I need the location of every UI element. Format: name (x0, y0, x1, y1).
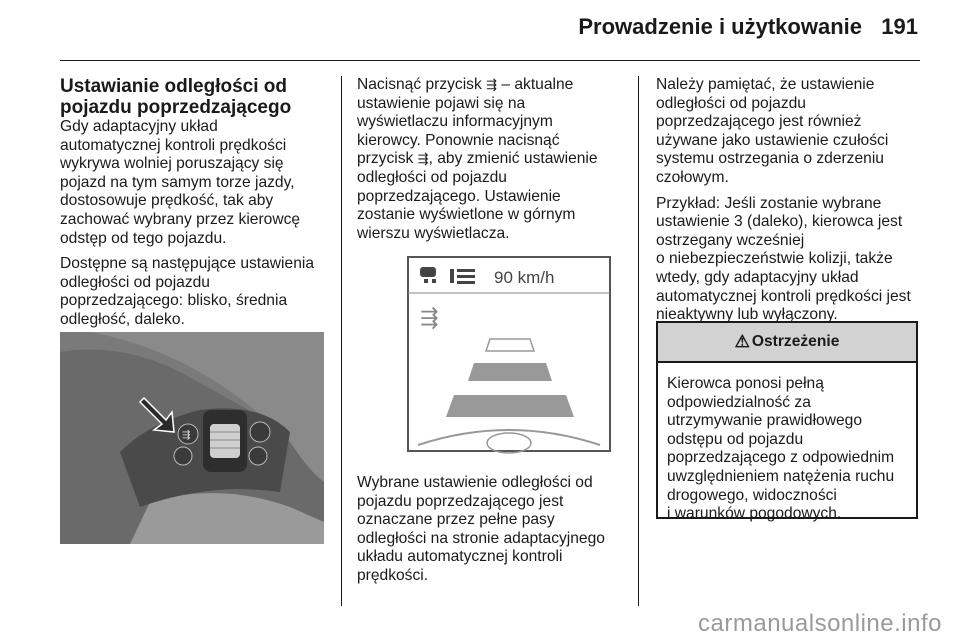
page-number: 191 (881, 14, 918, 39)
paragraph: Wybrane ustawienie odległości od pojazdu poprzedzającego jest oznaczane przez pełne pasy odległości na stronie adaptacyjnego układu automatycznej kontroli prędkości. (357, 474, 605, 584)
display-speed: 90 km/h (494, 268, 555, 287)
paragraph: Nacisnąć przycisk ⇶ – aktualne ustawienie pojawi się na wyświetlaczu informacyjnym kierowcy. Ponownie nacisnąć przycisk ⇶, aby zmienić ustawienie odległości od pojazdu poprzedzającego. Ustawienie zostanie wyświetlone w górnym wierszu wyświetlacza. (357, 76, 598, 242)
column-2 (357, 76, 627, 250)
page-header-title: Prowadzenie i użytkowanie (578, 14, 862, 39)
column-2-bottom (357, 474, 627, 593)
paragraph: Dostępne są następujące ustawienia odległości od pojazdu poprzedzającego: blisko, średnia odległość, daleko. (60, 255, 314, 328)
header-rule (60, 60, 920, 61)
watermark: carmanualsonline.info (698, 610, 942, 637)
section-heading: Ustawianie odległości od pojazdu poprzedzającego (60, 76, 292, 118)
distance-icon (450, 269, 475, 284)
driver-info-display (398, 247, 620, 461)
column-3 (656, 76, 922, 332)
warning-box (656, 321, 918, 523)
paragraph: Przykład: Jeśli zostanie wybrane ustawienie 3 (daleko), kierowca jest ostrzegany wcześniej o niebezpieczeństwie kolizji, także wtedy, gdy adaptacyjny układ automatycznej kontroli prędkości jest nieaktywny lub wyłączony. (656, 194, 911, 324)
column-divider (638, 76, 639, 606)
steering-wheel-figure (60, 332, 324, 544)
warning-triangle-icon: ⚠ (734, 332, 750, 351)
paragraph: Gdy adaptacyjny układ automatycznej kontroli prędkości wykrywa wolniej poruszający się pojazd na tym samym torze jazdy, dostosowuje prędkość, tak aby zachować wybrany przez kierowcę odstęp od tego pojazdu. (60, 118, 301, 247)
warning-title: Ostrzeżenie (751, 333, 840, 350)
warning-body: Kierowca ponosi pełną odpowiedzialność za utrzymywanie prawidłowego odstępu od pojazdu poprzedzającego z odpowiednim uwzględnieniem natężenia ruchu drogowego, widoczności i warunków pogodowych. (667, 375, 895, 523)
distance-setting-icon: ⇶ (486, 77, 498, 92)
paragraph: Należy pamiętać, że ustawienie odległości od pojazdu poprzedzającego jest również używane jako ustawienie czułości systemu ostrzegania o zderzeniu czołowym. (656, 76, 889, 186)
svg-text:⇶: ⇶ (420, 306, 439, 331)
display-figure (398, 247, 620, 461)
distance-setting-icon: ⇶ (417, 151, 429, 167)
column-divider (341, 76, 342, 606)
column-1 (60, 76, 328, 337)
steering-wheel-illustration (60, 332, 324, 544)
svg-text:⇶: ⇶ (182, 430, 191, 441)
warning-header (658, 323, 916, 363)
